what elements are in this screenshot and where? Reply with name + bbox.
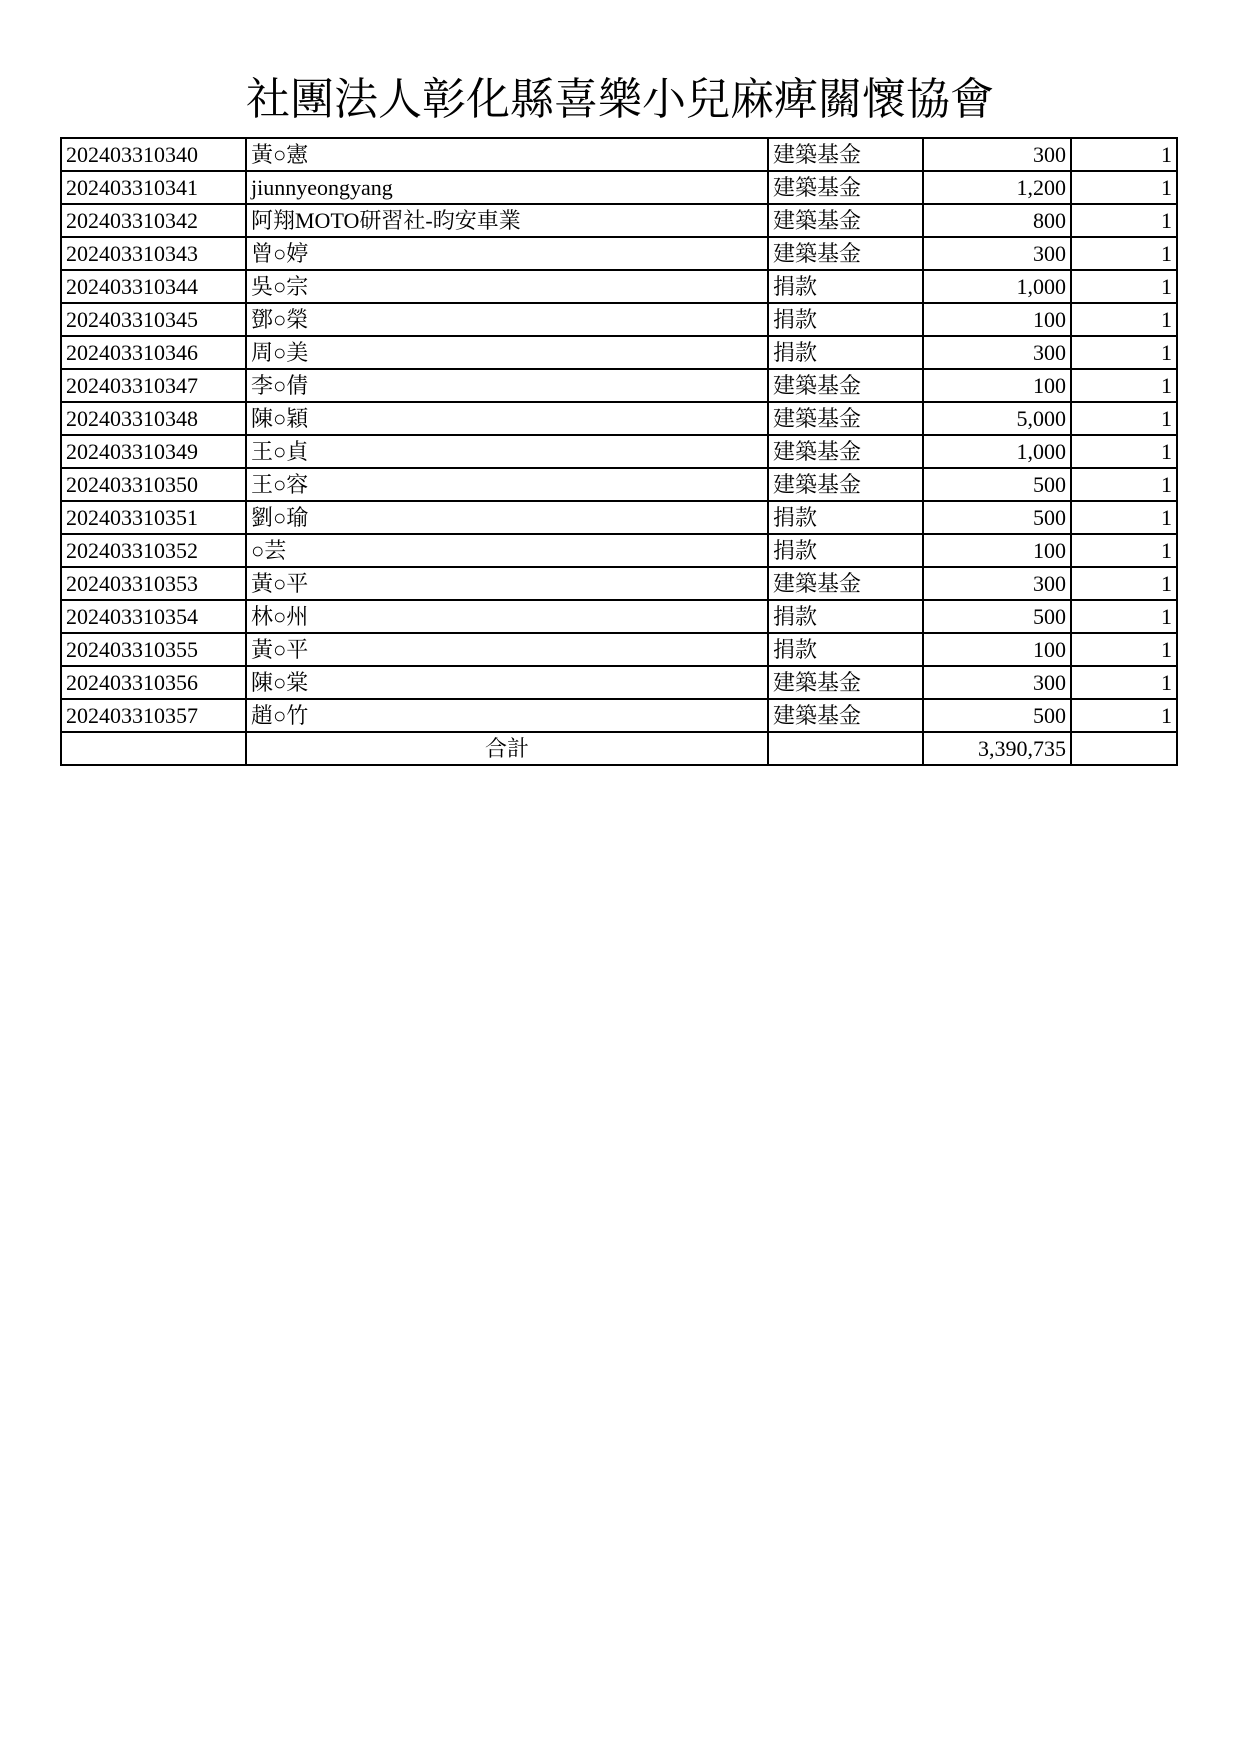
table-row bbox=[61, 567, 1177, 600]
donor-name-cell: 鄧○榮 bbox=[246, 303, 768, 336]
donation-type-cell: 建築基金 bbox=[768, 699, 923, 732]
count-cell: 1 bbox=[1071, 402, 1177, 435]
count-cell: 1 bbox=[1071, 435, 1177, 468]
donor-name-cell: ○芸 bbox=[246, 534, 768, 567]
donor-name-cell: 林○州 bbox=[246, 600, 768, 633]
receipt-number-cell: 202403310345 bbox=[61, 303, 246, 336]
donation-type-cell: 建築基金 bbox=[768, 468, 923, 501]
table-row bbox=[61, 666, 1177, 699]
donor-name-cell: 趙○竹 bbox=[246, 699, 768, 732]
receipt-number-cell: 202403310352 bbox=[61, 534, 246, 567]
amount-cell: 300 bbox=[923, 567, 1071, 600]
receipt-number-cell: 202403310347 bbox=[61, 369, 246, 402]
table-row bbox=[61, 336, 1177, 369]
count-cell: 1 bbox=[1071, 237, 1177, 270]
table-row bbox=[61, 534, 1177, 567]
table-row bbox=[61, 369, 1177, 402]
count-cell: 1 bbox=[1071, 204, 1177, 237]
amount-cell: 800 bbox=[923, 204, 1071, 237]
table-row bbox=[61, 138, 1177, 171]
donor-name-cell: 曾○婷 bbox=[246, 237, 768, 270]
total-amount-cell: 3,390,735 bbox=[923, 732, 1071, 765]
donation-type-cell: 捐款 bbox=[768, 270, 923, 303]
count-cell: 1 bbox=[1071, 369, 1177, 402]
table-row bbox=[61, 237, 1177, 270]
table-row bbox=[61, 600, 1177, 633]
donation-type-cell: 捐款 bbox=[768, 336, 923, 369]
receipt-number-cell: 202403310354 bbox=[61, 600, 246, 633]
receipt-number-cell: 202403310344 bbox=[61, 270, 246, 303]
table-row bbox=[61, 171, 1177, 204]
table-row bbox=[61, 501, 1177, 534]
amount-cell: 100 bbox=[923, 633, 1071, 666]
total-empty-cell bbox=[61, 732, 246, 765]
donation-type-cell: 建築基金 bbox=[768, 237, 923, 270]
donor-name-cell: 黃○平 bbox=[246, 633, 768, 666]
donation-type-cell: 建築基金 bbox=[768, 402, 923, 435]
donor-name-cell: jiunnyeongyang bbox=[246, 171, 768, 204]
receipt-number-cell: 202403310348 bbox=[61, 402, 246, 435]
amount-cell: 500 bbox=[923, 468, 1071, 501]
donation-table bbox=[60, 137, 1178, 766]
donation-type-cell: 建築基金 bbox=[768, 666, 923, 699]
amount-cell: 100 bbox=[923, 369, 1071, 402]
amount-cell: 300 bbox=[923, 138, 1071, 171]
amount-cell: 300 bbox=[923, 237, 1071, 270]
table-row bbox=[61, 699, 1177, 732]
table-row bbox=[61, 435, 1177, 468]
donor-name-cell: 黃○平 bbox=[246, 567, 768, 600]
count-cell: 1 bbox=[1071, 666, 1177, 699]
amount-cell: 500 bbox=[923, 600, 1071, 633]
receipt-number-cell: 202403310356 bbox=[61, 666, 246, 699]
amount-cell: 5,000 bbox=[923, 402, 1071, 435]
table-row bbox=[61, 303, 1177, 336]
donation-type-cell: 建築基金 bbox=[768, 369, 923, 402]
donation-type-cell: 捐款 bbox=[768, 534, 923, 567]
receipt-number-cell: 202403310351 bbox=[61, 501, 246, 534]
amount-cell: 1,000 bbox=[923, 435, 1071, 468]
table-row bbox=[61, 402, 1177, 435]
total-empty-cell bbox=[1071, 732, 1177, 765]
total-empty-cell bbox=[768, 732, 923, 765]
amount-cell: 300 bbox=[923, 336, 1071, 369]
donation-type-cell: 建築基金 bbox=[768, 171, 923, 204]
count-cell: 1 bbox=[1071, 171, 1177, 204]
donor-name-cell: 陳○棠 bbox=[246, 666, 768, 699]
count-cell: 1 bbox=[1071, 600, 1177, 633]
count-cell: 1 bbox=[1071, 567, 1177, 600]
receipt-number-cell: 202403310340 bbox=[61, 138, 246, 171]
table-row bbox=[61, 468, 1177, 501]
receipt-number-cell: 202403310343 bbox=[61, 237, 246, 270]
donor-name-cell: 阿翔MOTO研習社-昀安車業 bbox=[246, 204, 768, 237]
donor-name-cell: 劉○瑜 bbox=[246, 501, 768, 534]
count-cell: 1 bbox=[1071, 468, 1177, 501]
table-row bbox=[61, 270, 1177, 303]
donor-name-cell: 黃○憲 bbox=[246, 138, 768, 171]
count-cell: 1 bbox=[1071, 303, 1177, 336]
donation-type-cell: 建築基金 bbox=[768, 435, 923, 468]
receipt-number-cell: 202403310342 bbox=[61, 204, 246, 237]
donation-type-cell: 捐款 bbox=[768, 633, 923, 666]
receipt-number-cell: 202403310346 bbox=[61, 336, 246, 369]
count-cell: 1 bbox=[1071, 699, 1177, 732]
donation-table-body bbox=[61, 138, 1177, 765]
total-label-cell: 合計 bbox=[246, 732, 768, 765]
donor-name-cell: 吳○宗 bbox=[246, 270, 768, 303]
amount-cell: 500 bbox=[923, 501, 1071, 534]
donation-type-cell: 建築基金 bbox=[768, 567, 923, 600]
donor-name-cell: 王○貞 bbox=[246, 435, 768, 468]
amount-cell: 500 bbox=[923, 699, 1071, 732]
count-cell: 1 bbox=[1071, 138, 1177, 171]
table-row bbox=[61, 633, 1177, 666]
count-cell: 1 bbox=[1071, 336, 1177, 369]
table-row bbox=[61, 204, 1177, 237]
count-cell: 1 bbox=[1071, 534, 1177, 567]
receipt-number-cell: 202403310353 bbox=[61, 567, 246, 600]
receipt-number-cell: 202403310357 bbox=[61, 699, 246, 732]
amount-cell: 1,000 bbox=[923, 270, 1071, 303]
donation-type-cell: 建築基金 bbox=[768, 204, 923, 237]
amount-cell: 300 bbox=[923, 666, 1071, 699]
receipt-number-cell: 202403310350 bbox=[61, 468, 246, 501]
donor-name-cell: 王○容 bbox=[246, 468, 768, 501]
amount-cell: 100 bbox=[923, 534, 1071, 567]
total-row bbox=[61, 732, 1177, 765]
receipt-number-cell: 202403310341 bbox=[61, 171, 246, 204]
count-cell: 1 bbox=[1071, 270, 1177, 303]
donor-name-cell: 周○美 bbox=[246, 336, 768, 369]
donation-type-cell: 捐款 bbox=[768, 501, 923, 534]
amount-cell: 100 bbox=[923, 303, 1071, 336]
donor-name-cell: 陳○穎 bbox=[246, 402, 768, 435]
donation-type-cell: 建築基金 bbox=[768, 138, 923, 171]
count-cell: 1 bbox=[1071, 501, 1177, 534]
donation-type-cell: 捐款 bbox=[768, 303, 923, 336]
count-cell: 1 bbox=[1071, 633, 1177, 666]
donation-type-cell: 捐款 bbox=[768, 600, 923, 633]
page-title: 社團法人彰化縣喜樂小兒麻痺關懷協會 bbox=[246, 74, 994, 125]
donor-name-cell: 李○倩 bbox=[246, 369, 768, 402]
amount-cell: 1,200 bbox=[923, 171, 1071, 204]
receipt-number-cell: 202403310355 bbox=[61, 633, 246, 666]
receipt-number-cell: 202403310349 bbox=[61, 435, 246, 468]
